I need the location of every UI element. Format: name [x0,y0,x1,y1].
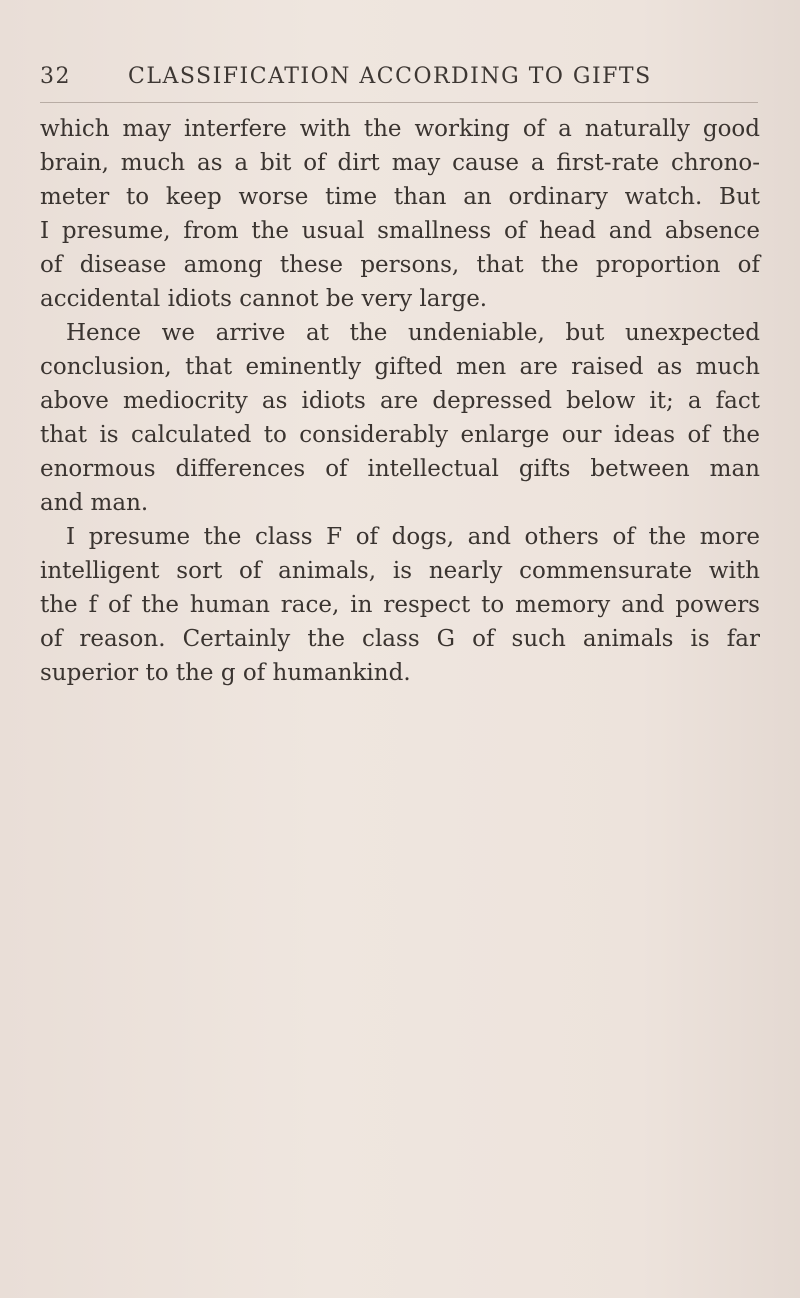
page-header [40,60,740,94]
text-line: conclusion, that eminently gifted men are raised as much [40,354,760,380]
text-line: brain, much as a bit of dirt may cause a first-rate chrono- [40,150,760,176]
text-line: enormous differences of intellectual gifts between man [40,456,760,482]
text-line: superior to the g of humankind. [40,660,411,686]
running-title: CLASSIFICATION ACCORDING TO GIFTS [128,64,652,89]
text-line: meter to keep worse time than an ordinary watch. But [40,184,760,210]
text-line: that is calculated to considerably enlarge our ideas of the [40,422,760,448]
page-number: 32 [40,64,71,89]
header-rule [40,102,758,103]
text-line: of reason. Certainly the class G of such animals is far [40,626,760,652]
text-line: and man. [40,490,149,516]
text-line: accidental idiots cannot be very large. [40,286,488,312]
text-line: of disease among these persons, that the proportion of [40,252,760,278]
text-line: Hence we arrive at the undeniable, but unexpected [66,320,760,346]
text-line: the f of the human race, in respect to memory and powers [40,592,760,618]
body-text [40,112,760,690]
text-line: I presume the class F of dogs, and others of the more [66,524,760,550]
text-line: above mediocrity as idiots are depressed below it; a fact [40,388,760,414]
text-line: intelligent sort of animals, is nearly commensurate with [40,558,760,584]
text-line: I presume, from the usual smallness of head and absence [40,218,760,244]
text-line: which may interfere with the working of a naturally good [40,116,760,142]
